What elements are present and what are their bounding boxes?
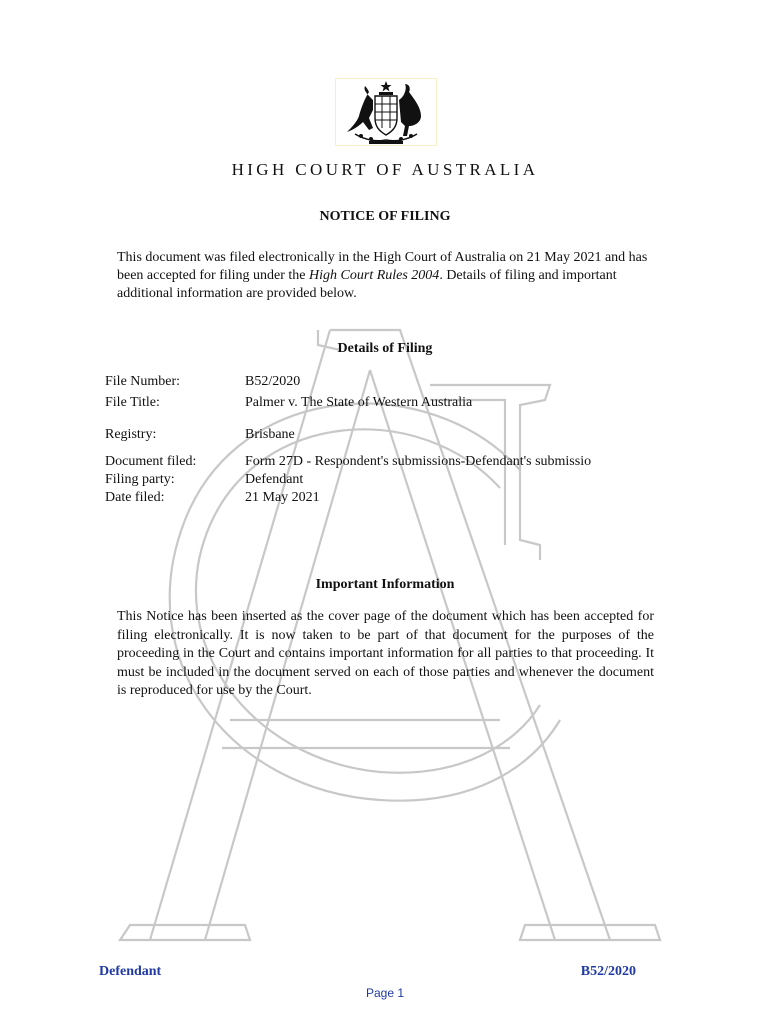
court-name-heading: HIGH COURT OF AUSTRALIA xyxy=(231,160,539,179)
rules-name: High Court Rules 2004 xyxy=(309,268,440,283)
footer-file-number: B52/2020 xyxy=(580,964,636,979)
document-filed-value: Form 27D - Respondent's submissions-Defendant's submissio xyxy=(245,454,592,469)
date-filed-value: 21 May 2021 xyxy=(245,490,320,505)
document-filed-label: Document filed: xyxy=(105,454,197,469)
important-info-paragraph: This Notice has been inserted as the cover page of the document which has been accepted for filing electronically. It is now taken to be part of that document for the purposes of the proceeding in the Court and contains important information for all parties to that proceeding. It must be included in the document served on each of those parties and whenever the document is reproduced for use by the Court. xyxy=(117,609,654,698)
intro-text-before: This document was filed electronically in the High Court of Australia on 21 May 2021 and has been accepted for filing under the xyxy=(117,250,648,283)
coat-of-arms-emblem xyxy=(335,78,437,146)
file-number-value: B52/2020 xyxy=(245,374,301,389)
registry-value: Brisbane xyxy=(245,427,295,442)
date-filed-label: Date filed: xyxy=(105,490,165,505)
file-title-label: File Title: xyxy=(105,395,160,410)
intro-paragraph xyxy=(117,249,662,303)
important-info-heading: Important Information xyxy=(315,577,455,592)
file-title-value: Palmer v. The State of Western Australia xyxy=(245,395,473,410)
registry-label: Registry: xyxy=(105,427,157,442)
intro-text-after: . Details of filing and important additional information are provided below. xyxy=(117,268,617,301)
filing-party-label: Filing party: xyxy=(105,472,175,487)
file-number-label: File Number: xyxy=(105,374,181,389)
filing-party-value: Defendant xyxy=(245,472,304,487)
footer-party: Defendant xyxy=(99,964,162,979)
details-heading: Details of Filing xyxy=(337,341,433,356)
page-number: Page 1 xyxy=(365,986,405,1000)
notice-title: NOTICE OF FILING xyxy=(319,209,451,224)
